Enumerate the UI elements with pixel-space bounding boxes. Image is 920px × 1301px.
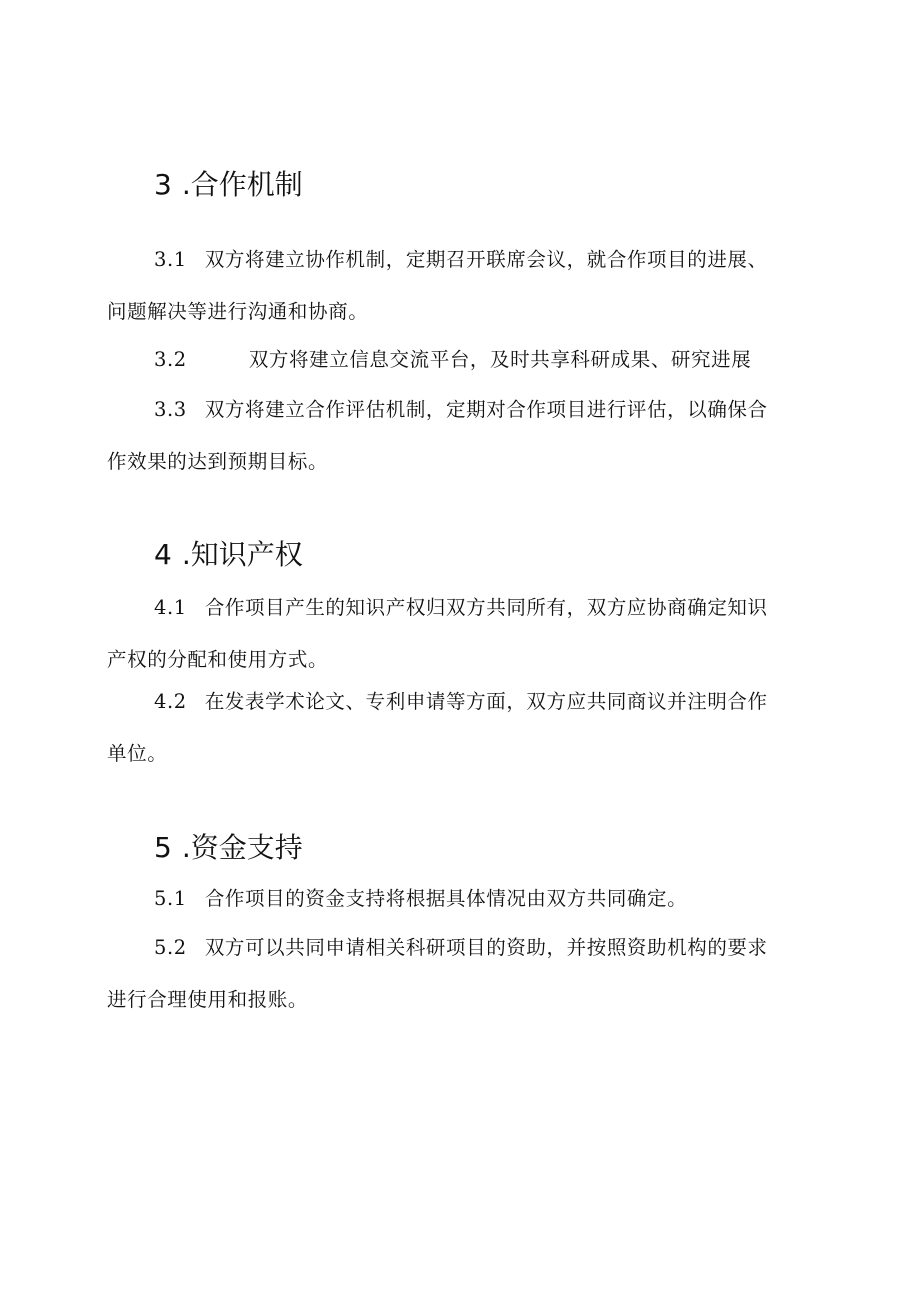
section-number: 3	[154, 168, 172, 201]
clause-text: 双方将建立合作评估机制，定期对合作项目进行评估，以确保合	[204, 398, 768, 421]
clause-number: 3.1	[154, 248, 187, 271]
section-title: .知识产权	[181, 538, 303, 571]
clause-number: 5.1	[154, 887, 187, 910]
clause-text-continued: 产权的分配和使用方式。	[107, 648, 329, 671]
clause-number: 3.2	[154, 348, 187, 371]
clause-3-3	[107, 384, 807, 488]
clause-3-1	[107, 234, 807, 338]
section-heading-5	[154, 830, 303, 866]
section-heading-3	[154, 167, 303, 203]
clause-text-continued: 进行合理使用和报账。	[107, 988, 309, 1011]
clause-text: 双方可以共同申请相关科研项目的资助，并按照资助机构的要求	[204, 936, 768, 959]
clause-text: 合作项目的资金支持将根据具体情况由双方共同确定。	[204, 887, 688, 910]
clause-text: 双方将建立信息交流平台，及时共享科研成果、研究进展	[248, 348, 752, 371]
clause-5-2	[107, 922, 807, 1026]
clause-text: 双方将建立协作机制，定期召开联席会议，就合作项目的进展、	[204, 248, 768, 271]
section-heading-4	[154, 537, 303, 573]
clause-number: 4.1	[154, 596, 187, 619]
clause-number: 5.2	[154, 936, 187, 959]
section-number: 5	[154, 831, 172, 864]
clause-5-1	[107, 873, 807, 925]
section-title: .资金支持	[181, 831, 303, 864]
clause-text-continued: 问题解决等进行沟通和协商。	[107, 300, 369, 323]
clause-number: 3.3	[154, 398, 187, 421]
clause-4-2	[107, 676, 807, 780]
clause-text-continued: 作效果的达到预期目标。	[107, 450, 329, 473]
clause-text: 在发表学术论文、专利申请等方面，双方应共同商议并注明合作	[204, 690, 768, 713]
clause-text: 合作项目产生的知识产权归双方共同所有，双方应协商确定知识	[204, 596, 768, 619]
section-number: 4	[154, 538, 172, 571]
clause-3-2	[107, 334, 807, 386]
clause-number: 4.2	[154, 690, 187, 713]
section-title: .合作机制	[181, 168, 303, 201]
clause-text-continued: 单位。	[107, 742, 168, 765]
clause-4-1	[107, 582, 807, 686]
